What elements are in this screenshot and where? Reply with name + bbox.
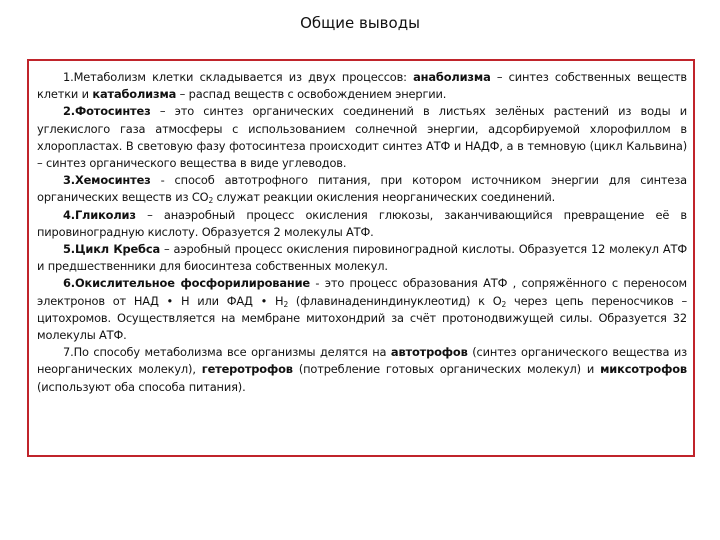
subscript: 2 [208,196,214,206]
paragraph-text: По способу метаболизма все организмы делятся на [73,345,391,360]
paragraph-number: 1. [63,70,74,84]
paragraph-text: служат реакции окисления неорганических соединений. [213,190,556,205]
paragraph-text: - это процесс образования АТФ , сопряжённого с переносом электронов от НАД • Н или ФАД • Н [37,276,687,308]
paragraph-glycolysis [37,207,687,241]
slide-title: Общие выводы [300,14,420,32]
paragraph-text: через цепь переносчиков – цитохромов. Осуществляется на мембране митохондрий за счёт протонодвижущей силы. Образуется 32 молекулы АТФ. [37,293,687,343]
term-chemosynthesis: Хемосинтез [74,173,151,188]
subscript: 2 [283,299,289,309]
paragraph-krebs-cycle [37,241,687,275]
term-heterotrophs: гетеротрофов [201,362,293,377]
term-mixotrophs: миксотрофов [600,362,687,377]
paragraph-chemosynthesis [37,172,687,206]
paragraph-number: 3. [63,173,75,188]
paragraph-text: – распад веществ с освобождением энергии. [176,87,447,102]
term-catabolism: катаболизма [92,87,177,102]
term-photosynthesis: Фотосинтез [74,104,151,119]
conclusions-box [27,59,695,457]
paragraph-text: (синтез органического вещества из неорганических молекул), [37,345,687,377]
paragraph-number: 6. [63,276,75,291]
term-anabolism: анаболизма [413,70,491,84]
paragraph-text: (флавинадениндинуклеотид) к О [288,293,502,308]
paragraph-metabolism [37,69,687,103]
paragraph-number: 7. [63,345,74,360]
paragraph-number: 5. [63,242,75,257]
paragraph-photosynthesis [37,103,687,172]
paragraph-text: – синтез собственных веществ клетки и [37,70,687,102]
paragraph-number: 4. [63,207,75,222]
paragraph-oxidative-phosphorylation [37,275,687,344]
term-krebs-cycle: Цикл Кребса [74,242,160,257]
subscript: 2 [501,299,507,309]
paragraph-text: - способ автотрофного питания, при котором источником энергии для синтеза органических веществ из СО [37,173,687,205]
paragraph-text: (потребление готовых органических молекул) и [292,362,601,377]
paragraph-text: – аэробный процесс окисления пировиноградной кислоты. Образуется 12 молекул АТФ и предшественники для биосинтеза собственных молекул. [37,242,687,274]
term-autotrophs: автотрофов [390,345,468,360]
term-glycolysis: Гликолиз [74,207,136,222]
paragraph-organism-types [37,344,687,396]
paragraph-text: – анаэробный процесс окисления глюкозы, заканчивающийся превращение её в пировиноградную кислоту. Образуется 2 молекулы АТФ. [37,207,687,239]
paragraph-text: (используют оба способа питания). [37,379,246,394]
term-oxidative-phosphorylation: Окислительное фосфорилирование [74,276,311,291]
paragraph-number: 2. [63,104,75,119]
paragraph-text: – это синтез органических соединений в листьях зелёных растений из воды и углекислого газа атмосферы с использованием солнечной энергии, адсорбируемой хлорофиллом в хлоропластах. В световую фазу фотосинтеза происходит синтез АТФ и НАДФ, а в темновую (цикл Кальвина) – синтез органического вещества в виде углеводов. [37,104,687,171]
paragraph-text: Метаболизм клетки складывается из двух процессов: [73,70,414,84]
